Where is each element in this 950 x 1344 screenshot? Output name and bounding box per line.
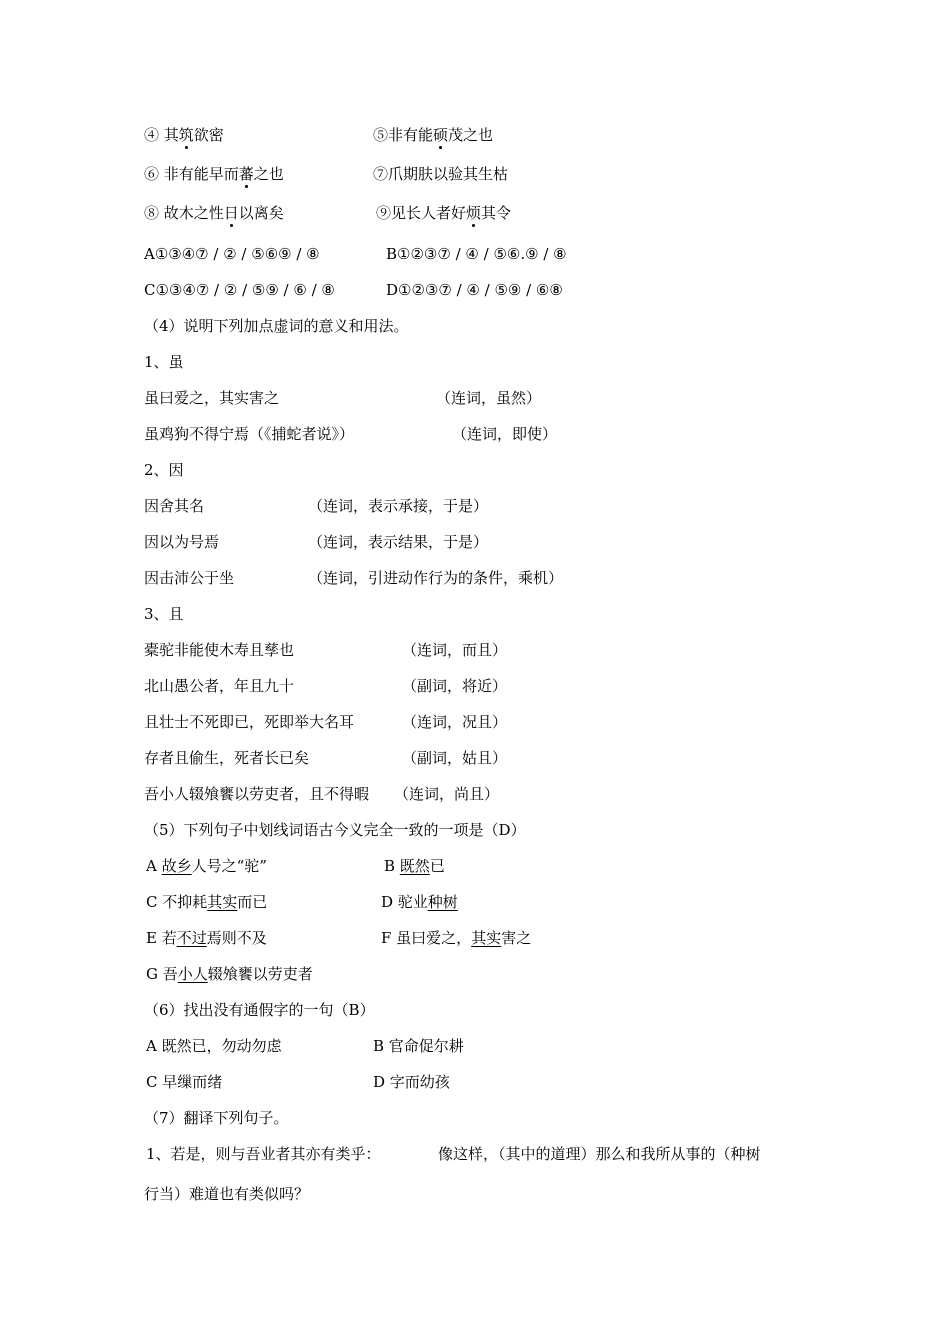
q5-option-e: E 若不过焉则不及 [146, 929, 267, 947]
underlined-word: 其实 [471, 929, 502, 947]
dotted-char: 硕 [433, 126, 449, 144]
choice-d: D①②③⑦ / ④ / ⑤⑨ / ⑥⑧ [386, 281, 563, 299]
example-sentence: 虽鸡狗不得宁焉（《捕蛇者说》） [144, 425, 355, 443]
question-4-title: （4）说明下列加点虚词的意义和用法。 [144, 317, 409, 335]
option-row-1: ④ 其筑欲密 [144, 126, 224, 144]
section-title: 3、且 [144, 605, 184, 623]
q5-option-g: G 吾小人辍飧饔以劳吏者 [146, 965, 313, 983]
example-meaning: （连词，表示结果，于是） [308, 533, 489, 551]
example-sentence: 因舍其名 [144, 497, 205, 515]
q5-option-a: A 故乡人号之“驼” [146, 857, 267, 875]
example-meaning: （副词，姑且） [402, 749, 508, 767]
q5-option-f: F 虽曰爱之，其实害之 [381, 929, 532, 947]
option-row-3: ⑧ 故木之性日以离矣 [144, 204, 284, 222]
example-sentence: 吾小人辍飧饔以劳吏者，且不得暇 [144, 785, 370, 803]
example-sentence: 橐驼非能使木寿且孳也 [144, 641, 295, 659]
example-meaning: （连词，虽然） [436, 389, 542, 407]
example-meaning: （连词，况且） [402, 713, 508, 731]
q6-option-a: A 既然已，勿动勿虑 [146, 1037, 282, 1055]
example-meaning: （连词，尚且） [394, 785, 500, 803]
underlined-word: 小人 [177, 965, 208, 983]
example-sentence: 存者且偷生，死者长已矣 [144, 749, 310, 767]
q6-option-b: B 官命促尔耕 [373, 1037, 464, 1055]
dotted-char: 烦 [466, 204, 482, 222]
q5-option-b: B 既然已 [384, 857, 445, 875]
underlined-word: 其实 [207, 893, 238, 911]
example-meaning: （连词，而且） [402, 641, 508, 659]
section-title: 2、因 [144, 461, 184, 479]
translation-question: 1、若是，则与吾业者其亦有类乎： [146, 1145, 381, 1163]
q6-option-c: C 早缫而绪 [146, 1073, 223, 1091]
section-title: 1、虽 [144, 353, 184, 371]
underlined-word: 既然 [399, 857, 430, 875]
question-6-title: （6）找出没有通假字的一句（B） [144, 1001, 375, 1019]
option-row-3-right: ⑨见长人者好烦其令 [376, 204, 512, 222]
option-row-1-right: ⑤非有能硕茂之也 [373, 126, 494, 144]
example-meaning: （连词，引进动作行为的条件，乘机） [308, 569, 564, 587]
example-meaning: （副词，将近） [402, 677, 508, 695]
dotted-char: 蕃 [238, 165, 254, 183]
option-row-2-right: ⑦爪期肤以验其生枯 [373, 165, 509, 183]
underlined-word: 种树 [427, 893, 458, 911]
underlined-word: 不过 [176, 929, 207, 947]
example-sentence: 因以为号焉 [144, 533, 220, 551]
example-sentence: 且壮士不死即已，死即举大名耳 [144, 713, 355, 731]
example-sentence: 虽曰爱之，其实害之 [144, 389, 280, 407]
translation-answer-cont: 行当）难道也有类似吗？ [144, 1185, 310, 1203]
choice-b: B①②③⑦ / ④ / ⑤⑥.⑨ / ⑧ [386, 245, 567, 263]
q6-option-d: D 字而幼孩 [373, 1073, 450, 1091]
example-meaning: （连词，即使） [452, 425, 558, 443]
question-5-title: （5）下列句子中划线词语古今义完全一致的一项是（D） [144, 821, 526, 839]
example-sentence: 因击沛公于坐 [144, 569, 235, 587]
q5-option-d: D 驼业种树 [381, 893, 458, 911]
dotted-char: 日 [223, 204, 239, 222]
translation-answer: 像这样，（其中的道理）那么和我所从事的（种树 [438, 1145, 761, 1163]
question-7-title: （7）翻译下列句子。 [144, 1109, 289, 1127]
dotted-char: 筑 [178, 126, 194, 144]
example-meaning: （连词，表示承接，于是） [308, 497, 489, 515]
q5-option-c: C 不抑耗其实而已 [146, 893, 268, 911]
choice-c: C①③④⑦ / ② / ⑤⑨ / ⑥ / ⑧ [144, 281, 335, 299]
option-row-2: ⑥ 非有能早而蕃之也 [144, 165, 284, 183]
example-sentence: 北山愚公者，年且九十 [144, 677, 295, 695]
underlined-word: 故乡 [161, 857, 192, 875]
choice-a: A①③④⑦ / ② / ⑤⑥⑨ / ⑧ [144, 245, 320, 263]
